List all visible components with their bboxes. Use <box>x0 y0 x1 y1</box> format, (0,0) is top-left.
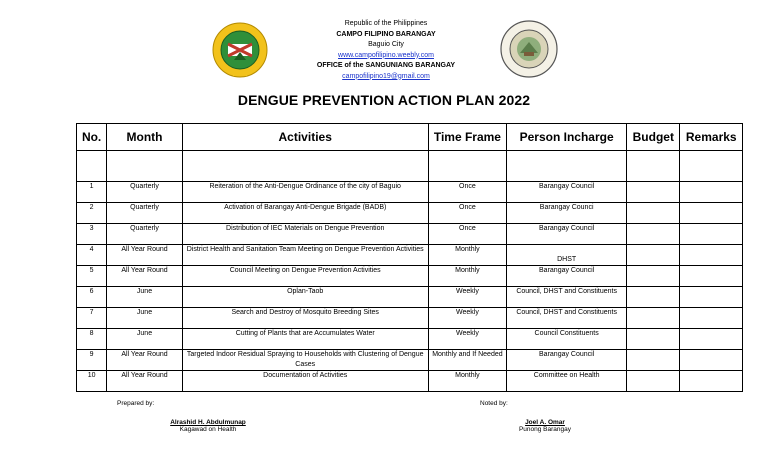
republic-line: Republic of the Philippines <box>344 20 428 27</box>
table-row <box>77 266 743 287</box>
cell-month: June <box>107 287 183 308</box>
cell-month: Quarterly <box>107 182 183 203</box>
cell-remarks <box>680 182 743 203</box>
cell-no: 7 <box>77 308 107 329</box>
cell-time-frame: Once <box>428 203 507 224</box>
cell-remarks <box>680 371 743 392</box>
cell-remarks <box>680 266 743 287</box>
action-plan-table <box>76 123 743 392</box>
cell-remarks <box>680 287 743 308</box>
table-row <box>77 245 743 266</box>
cell-remarks <box>680 245 743 266</box>
prepared-by-block <box>158 419 258 433</box>
city-line: Baguio City <box>368 41 404 48</box>
table-row <box>77 308 743 329</box>
cell-budget <box>627 266 680 287</box>
cell-no: 10 <box>77 371 107 392</box>
cell-month: All Year Round <box>107 371 183 392</box>
cell-person: DHST <box>507 245 627 266</box>
cell-budget <box>627 371 680 392</box>
cell-remarks <box>680 203 743 224</box>
document-title: DENGUE PREVENTION ACTION PLAN 2022 <box>237 92 531 108</box>
table-row <box>77 329 743 350</box>
cell-activity: Targeted Indoor Residual Spraying to Households with Clustering of Dengue Cases <box>182 350 428 371</box>
cell-person: Barangay Council <box>507 350 627 371</box>
table-row <box>77 224 743 245</box>
cell-time-frame: Weekly <box>428 308 507 329</box>
cell-activity: Distribution of IEC Materials on Dengue Prevention <box>182 224 428 245</box>
cell-activity: Reiteration of the Anti-Dengue Ordinance of the city of Baguio <box>182 182 428 203</box>
cell-time-frame: Once <box>428 182 507 203</box>
cell-remarks <box>680 329 743 350</box>
cell-budget <box>627 182 680 203</box>
col-header-time-frame: Time Frame <box>428 124 507 151</box>
city-of-baguio-seal <box>212 22 268 78</box>
cell-activity: Oplan-Taob <box>182 287 428 308</box>
table-row <box>77 371 743 392</box>
cell-month: Quarterly <box>107 203 183 224</box>
cell-month: All Year Round <box>107 266 183 287</box>
cell-month: All Year Round <box>107 350 183 371</box>
table-row <box>77 350 743 371</box>
cell-person: Council Constituents <box>507 329 627 350</box>
cell-budget <box>627 245 680 266</box>
cell-no: 9 <box>77 350 107 371</box>
table-row <box>77 182 743 203</box>
table-header-row <box>77 124 743 151</box>
prepared-by-name: Alrashid H. Abdulmunap <box>170 419 246 426</box>
cell-time-frame: Once <box>428 224 507 245</box>
cell-budget <box>627 224 680 245</box>
cell-activity: Activation of Barangay Anti-Dengue Brigade (BADB) <box>182 203 428 224</box>
cell-month: June <box>107 308 183 329</box>
noted-by-name: Joel A. Omar <box>525 419 565 426</box>
cell-remarks <box>680 350 743 371</box>
col-header-budget: Budget <box>627 124 680 151</box>
cell-person: Council, DHST and Constituents <box>507 287 627 308</box>
letterhead <box>306 19 466 82</box>
cell-activity: Search and Destroy of Mosquito Breeding Sites <box>182 308 428 329</box>
table-row-blank <box>77 151 743 182</box>
noted-by-block <box>500 419 590 433</box>
cell-person: Barangay Council <box>507 266 627 287</box>
col-header-month: Month <box>107 124 183 151</box>
cell-no: 5 <box>77 266 107 287</box>
col-header-remarks: Remarks <box>680 124 743 151</box>
cell-budget <box>627 287 680 308</box>
cell-budget <box>627 350 680 371</box>
cell-month: June <box>107 329 183 350</box>
table-row <box>77 203 743 224</box>
col-header-person-incharge: Person Incharge <box>507 124 627 151</box>
cell-time-frame: Monthly <box>428 245 507 266</box>
office-line: OFFICE of the SANGUNIANG BARANGAY <box>316 62 456 69</box>
cell-no: 6 <box>77 287 107 308</box>
cell-activity: Cutting of Plants that are Accumulates Water <box>182 329 428 350</box>
cell-budget <box>627 203 680 224</box>
cell-activity: Documentation of Activities <box>182 371 428 392</box>
prepared-by-label: Prepared by: <box>117 400 155 407</box>
cell-no: 2 <box>77 203 107 224</box>
cell-month: All Year Round <box>107 245 183 266</box>
cell-no: 3 <box>77 224 107 245</box>
cell-no: 4 <box>77 245 107 266</box>
cell-person: Committee on Health <box>507 371 627 392</box>
website-link[interactable]: www.campofilipino.weebly.com <box>338 51 434 59</box>
table-row <box>77 287 743 308</box>
cell-budget <box>627 329 680 350</box>
cell-person: Council, DHST and Constituents <box>507 308 627 329</box>
email-link[interactable]: campofilipino19@gmail.com <box>342 72 430 80</box>
campo-filipino-barangay-seal <box>500 20 558 78</box>
cell-person: Barangay Counci <box>507 203 627 224</box>
cell-time-frame: Monthly <box>428 266 507 287</box>
col-header-no: No. <box>77 124 107 151</box>
cell-person: Barangay Council <box>507 182 627 203</box>
cell-time-frame: Weekly <box>428 329 507 350</box>
cell-time-frame: Monthly <box>428 371 507 392</box>
cell-time-frame: Monthly and If Needed <box>428 350 507 371</box>
cell-remarks <box>680 224 743 245</box>
noted-by-label: Noted by: <box>480 400 508 407</box>
cell-month: Quarterly <box>107 224 183 245</box>
prepared-by-title: Kagawad on Health <box>179 426 237 433</box>
cell-time-frame: Weekly <box>428 287 507 308</box>
cell-no: 1 <box>77 182 107 203</box>
col-header-activities: Activities <box>182 124 428 151</box>
barangay-name: CAMPO FILIPINO BARANGAY <box>336 30 436 38</box>
cell-person: Barangay Council <box>507 224 627 245</box>
cell-activity: Council Meeting on Dengue Prevention Activities <box>182 266 428 287</box>
noted-by-title: Punong Barangay <box>518 426 572 433</box>
cell-remarks <box>680 308 743 329</box>
cell-budget <box>627 308 680 329</box>
cell-no: 8 <box>77 329 107 350</box>
cell-activity: District Health and Sanitation Team Meeting on Dengue Prevention Activities <box>182 245 428 266</box>
